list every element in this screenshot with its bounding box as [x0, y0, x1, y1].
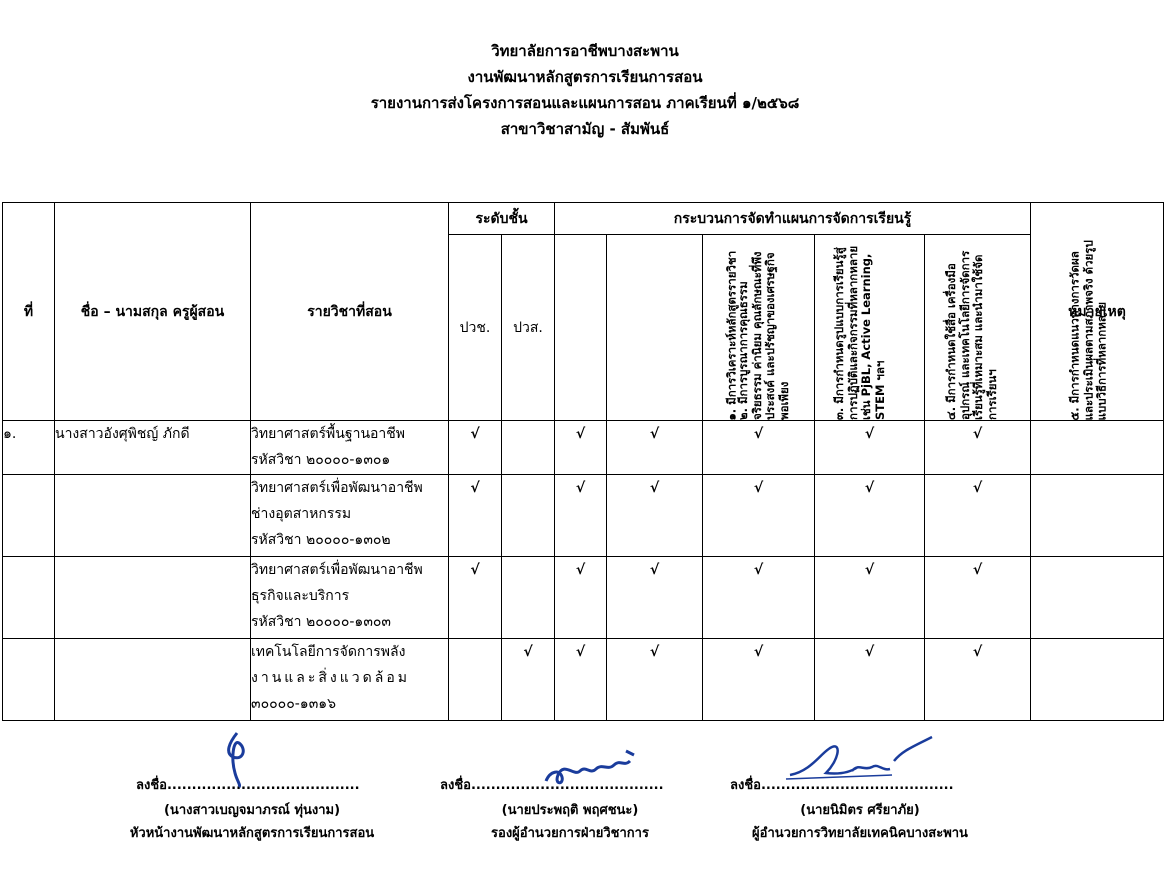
subject-line: วิทยาศาสตร์เพื่อพัฒนาอาชีพ [251, 480, 423, 496]
header-process-3 [703, 235, 887, 421]
subject-line: ธุรกิจและบริการ [251, 588, 350, 604]
row-remark [1031, 557, 1164, 639]
signature-line: ลงชื่อ....................................... [136, 778, 360, 793]
row-subject [251, 639, 449, 721]
document-header [0, 38, 1170, 142]
check-mark: √ [555, 475, 607, 557]
check-mark: √ [607, 421, 703, 475]
signer-name: (นางสาวเบญจมาภรณ์ ทุ่นงาม) [163, 803, 341, 818]
check-mark: √ [607, 557, 703, 639]
header-no: ที่ [3, 203, 55, 421]
check-mark: √ [925, 557, 1031, 639]
signer-name: (นายนิมิตร ศรียาภัย) [800, 803, 920, 818]
table-row [3, 421, 1164, 475]
subject-line: รหัสวิชา ๒๐๐๐๐-๑๓๐๒ [251, 532, 391, 548]
check-mark: √ [815, 557, 925, 639]
signature-block-curriculum-head [112, 735, 392, 845]
row-no [3, 475, 55, 557]
signer-position: รองผู้อำนวยการฝ่ายวิชาการ [491, 826, 649, 841]
header-process-2-text: ๒. มีการบูรณาการคุณธรรม จริยธรรม ค่านิยม คุณลักษณะที่พึงประสงค์ และปรัชญาของเศรษฐกิจพอเพียง [736, 251, 791, 420]
check-mark: √ [703, 421, 815, 475]
header-process-4-text: ๔. มีการกำหนดใช้สื่อ เครื่องมือ อุปกรณ์ และเทคโนโลยีการจัดการเรียนรู้ที่เหมาะสม และนำมาใช้จัดการเรียนฯ [944, 250, 999, 420]
row-teacher-name: นางสาวอังศุพิชญ์ ภักดี [55, 421, 251, 475]
header-process-3-text: ๓. มีการกำหนดรูปแบบการเรียนรู้สู่การปฏิบัติและกิจกรรมที่หลากหลาย เช่น PjBL, Active Learning, STEM ฯลฯ [832, 245, 887, 420]
empty-cell [502, 475, 555, 557]
signature-block-director [730, 735, 990, 845]
empty-cell [502, 557, 555, 639]
header-level: ระดับชั้น [449, 203, 555, 235]
header-process-5-text: ๕. มีการกำหนดแนวทางการวัดผลและประเมินผลตามสภาพจริง ด้วยรูปแบบวิธีการที่หลากหลาย [1067, 239, 1109, 420]
row-no: ๑. [3, 421, 55, 475]
empty-cell [502, 421, 555, 475]
table-row [3, 557, 1164, 639]
check-mark: √ [555, 639, 607, 721]
check-mark: √ [925, 639, 1031, 721]
header-remark: หมายเหตุ [1031, 203, 1164, 421]
header-subject: รายวิชาที่สอน [251, 203, 449, 421]
subject-line: วิทยาศาสตร์พื้นฐานอาชีพ [251, 426, 406, 442]
row-subject [251, 421, 449, 475]
row-teacher-name [55, 557, 251, 639]
subject-line: เทคโนโลยีการจัดการพลัง [251, 644, 406, 660]
header-level-high-vocational: ปวส. [502, 235, 555, 421]
header-process-4 [815, 235, 999, 421]
empty-cell [449, 639, 502, 721]
header-process-1 [555, 235, 739, 421]
check-mark: √ [925, 421, 1031, 475]
row-remark [1031, 475, 1164, 557]
check-mark: √ [815, 639, 925, 721]
header-process-1-text: ๑. มีการวิเคราะห์หลักสูตรรายวิชา [724, 250, 739, 420]
table-row [3, 475, 1164, 557]
check-mark: √ [815, 421, 925, 475]
check-mark: √ [925, 475, 1031, 557]
college-name: วิทยาลัยการอาชีพบางสะพาน [491, 42, 679, 60]
check-mark: √ [607, 639, 703, 721]
header-process: กระบวนการจัดทำแผนการจัดการเรียนรู้ [555, 203, 1031, 235]
check-mark: √ [703, 639, 815, 721]
row-subject [251, 557, 449, 639]
subject-line: รหัสวิชา ๒๐๐๐๐-๑๓๐๑ [251, 452, 391, 468]
handwritten-signature [540, 741, 640, 791]
signature-line: ลงชื่อ....................................... [730, 778, 954, 793]
subject-line: งานและสิ่งแวดล้อม [251, 670, 410, 686]
signer-name: (นายประพฤติ พฤศชนะ) [501, 803, 639, 818]
check-mark: √ [502, 639, 555, 721]
subject-line: ๓๐๐๐๐-๑๓๑๖ [251, 696, 337, 712]
header-level-vocational: ปวช. [449, 235, 502, 421]
signer-position: หัวหน้างานพัฒนาหลักสูตรการเรียนการสอน [129, 826, 375, 841]
handwritten-signature [217, 729, 257, 789]
check-mark: √ [449, 421, 502, 475]
check-mark: √ [449, 557, 502, 639]
handwritten-signature [782, 731, 952, 791]
row-remark [1031, 421, 1164, 475]
row-teacher-name [55, 475, 251, 557]
header-teacher-name: ชื่อ – นามสกุล ครูผู้สอน [55, 203, 251, 421]
row-subject [251, 475, 449, 557]
check-mark: √ [449, 475, 502, 557]
signer-position: ผู้อำนวยการวิทยาลัยเทคนิคบางสะพาน [752, 826, 968, 841]
check-mark: √ [555, 557, 607, 639]
check-mark: √ [555, 421, 607, 475]
check-mark: √ [815, 475, 925, 557]
subject-line: วิทยาศาสตร์เพื่อพัฒนาอาชีพ [251, 562, 423, 578]
signature-line: ลงชื่อ....................................... [440, 778, 664, 793]
signature-block-deputy-director [440, 735, 700, 845]
row-teacher-name [55, 639, 251, 721]
check-mark: √ [607, 475, 703, 557]
lesson-plan-table [2, 202, 1164, 721]
check-mark: √ [703, 557, 815, 639]
check-mark: √ [703, 475, 815, 557]
row-remark [1031, 639, 1164, 721]
report-title: รายงานการส่งโครงการสอนและแผนการสอน ภาคเรียนที่ ๑/๒๕๖๘ [370, 94, 800, 112]
table-row [3, 639, 1164, 721]
department-name: งานพัฒนาหลักสูตรการเรียนการสอน [467, 68, 703, 86]
subject-line: ช่างอุตสาหกรรม [251, 506, 352, 522]
program-name: สาขาวิชาสามัญ - สัมพันธ์ [500, 120, 670, 138]
subject-line: รหัสวิชา ๒๐๐๐๐-๑๓๐๓ [251, 614, 391, 630]
row-no [3, 557, 55, 639]
row-no [3, 639, 55, 721]
